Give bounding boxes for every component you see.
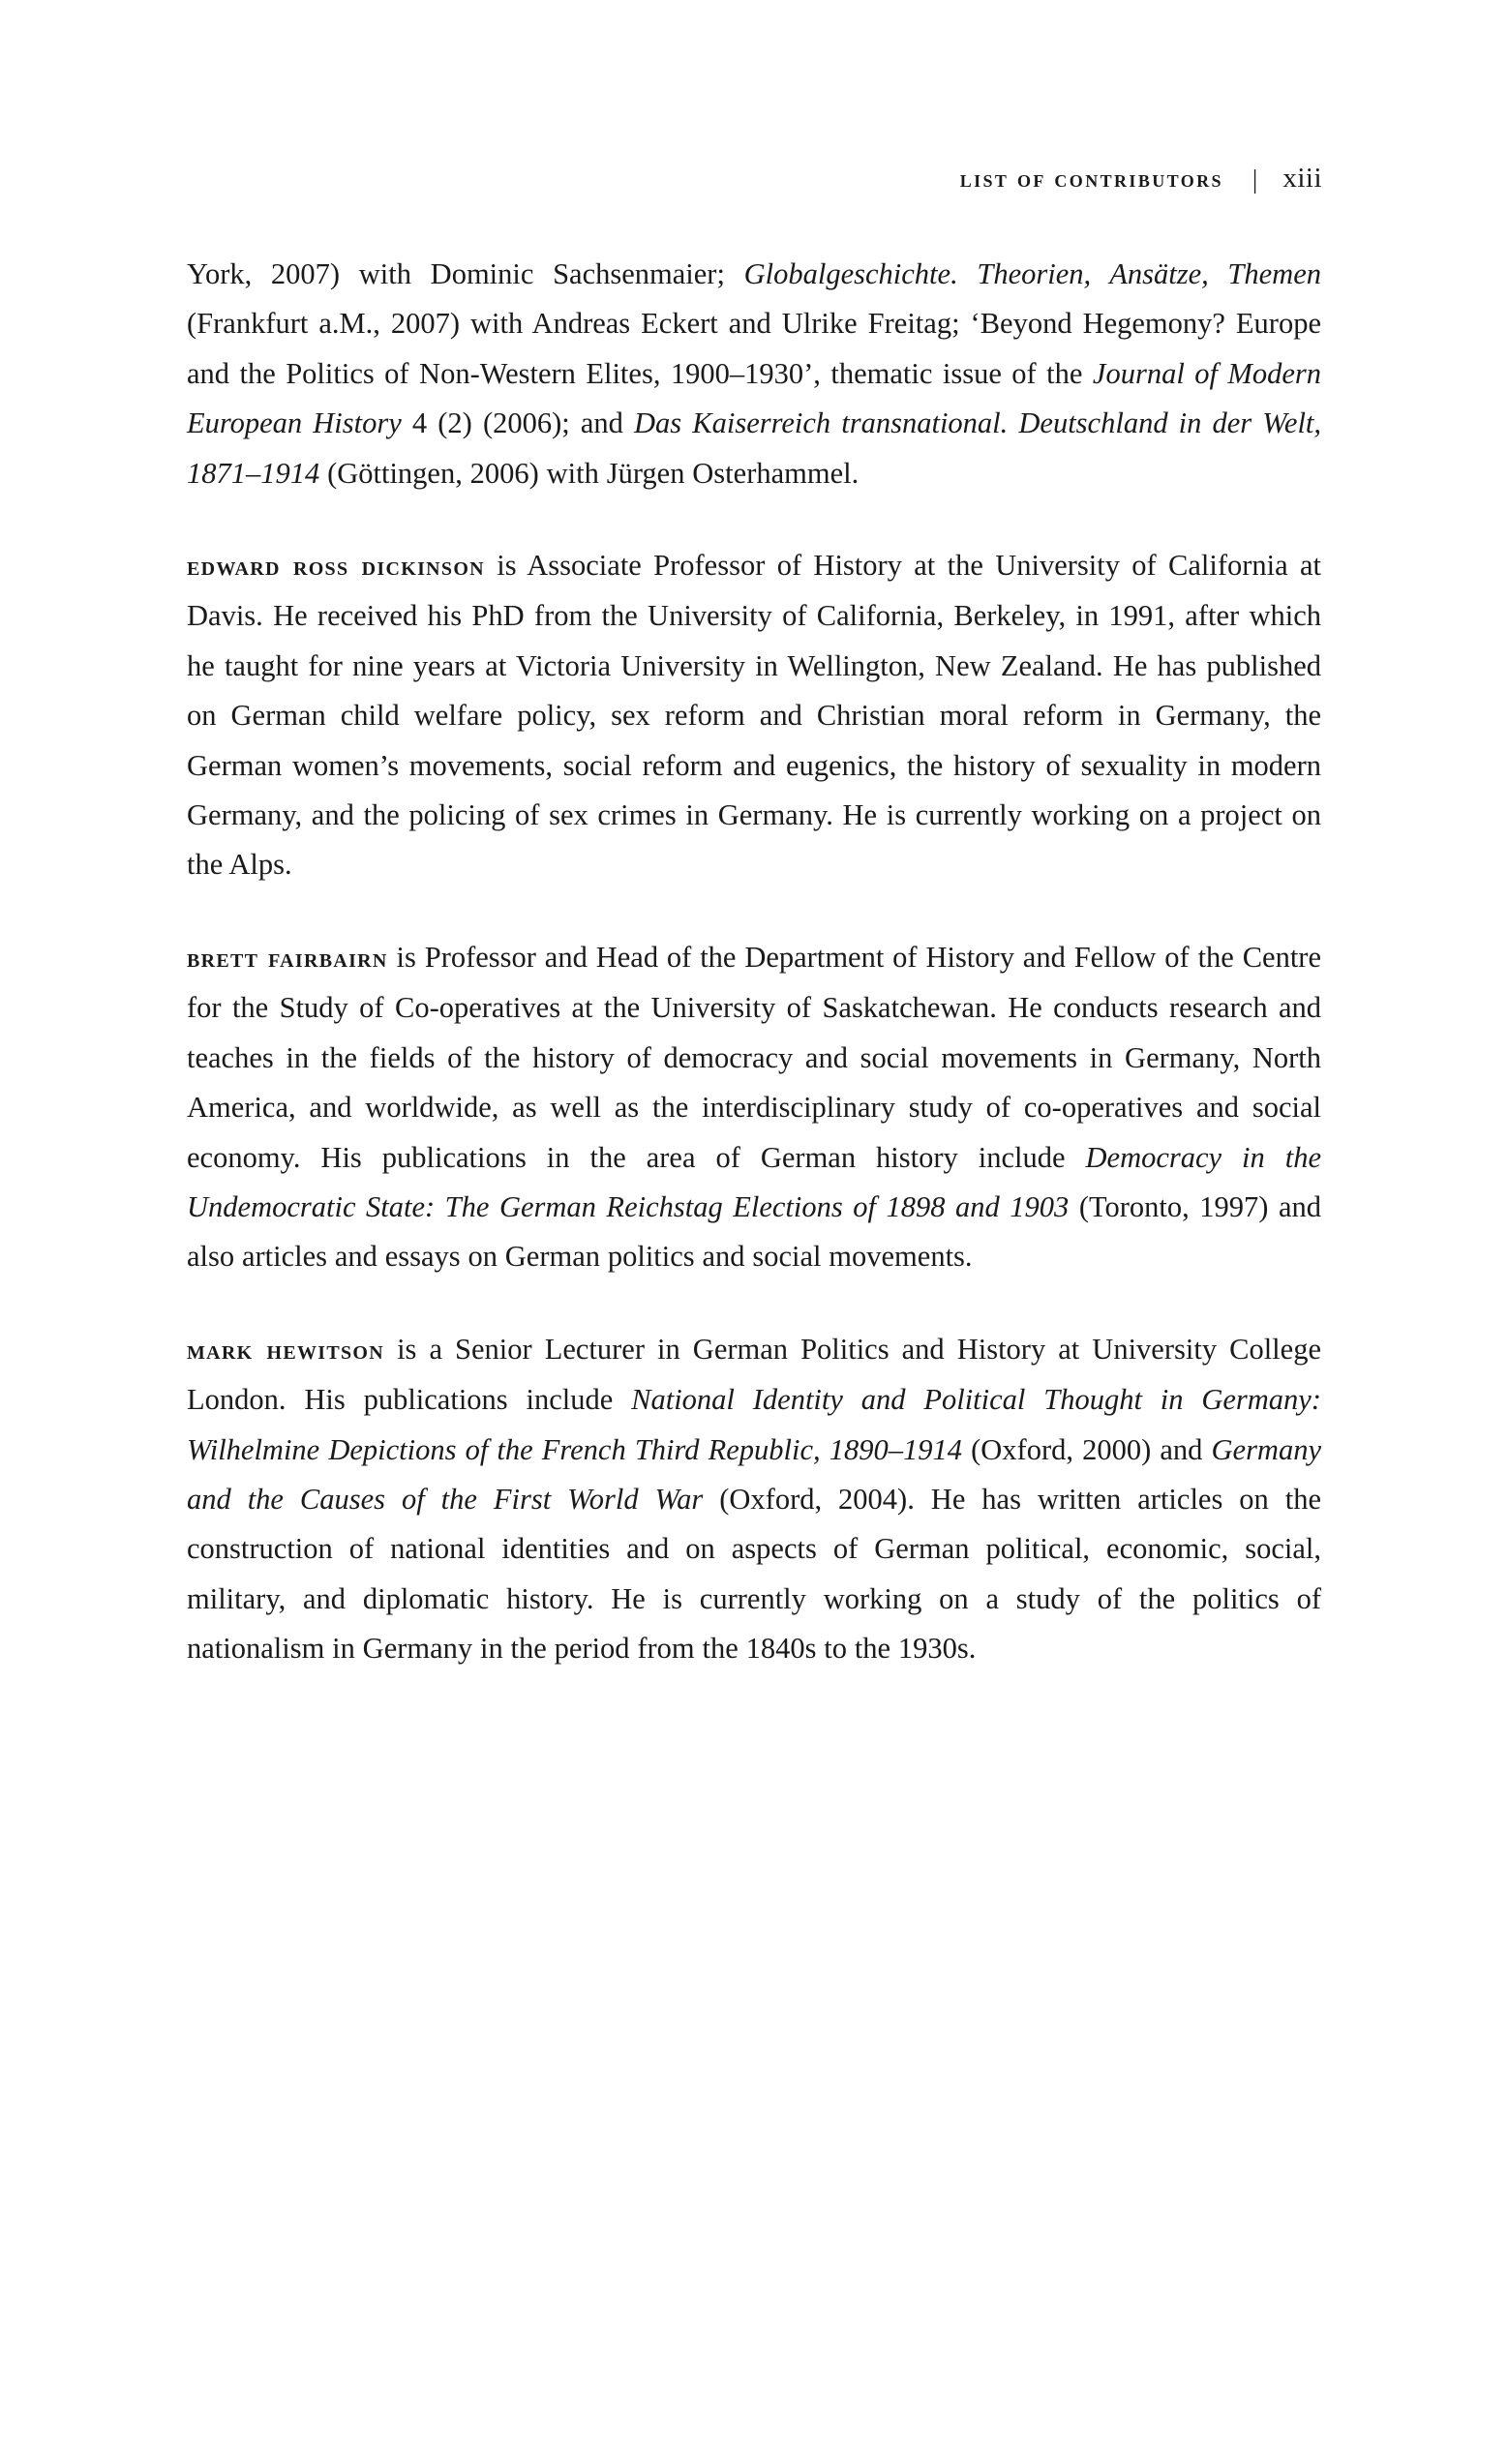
contributor-name: edward ross dickinson	[187, 551, 485, 583]
running-head-title: list of contributors	[959, 166, 1223, 193]
text-run: York, 2007) with Dominic Sachsenmaier;	[187, 257, 744, 290]
text-run-italic: Das Kaiserreich transnational. Deutschland in der Welt, 1871–1914	[187, 406, 1322, 490]
text-run: (Toronto, 1997) and also articles and essays on German politics and social movements.	[187, 1189, 1321, 1274]
paragraph-fairbairn	[187, 933, 1321, 1282]
running-head	[960, 163, 1322, 195]
contributor-name: brett fairbairn	[187, 942, 388, 974]
text-run: is a Senior Lecturer in German Politics and History at University College London. His publications include	[187, 1332, 1321, 1417]
text-run-italic: Democracy in the Undemocratic State: The German Reichstag Elections of 1898 and 1903	[187, 1140, 1321, 1223]
running-head-separator: |	[1252, 165, 1258, 194]
contributor-name: mark hewitson	[187, 1334, 385, 1366]
paragraph-hewitson	[187, 1325, 1321, 1674]
text-run: (Göttingen, 2006) with Jürgen Osterhammel.	[319, 456, 860, 490]
text-run: (Frankfurt a.M., 2007) with Andreas Eckert and Ulrike Freitag; ‘Beyond Hegemony? Europe and the Politics of Non-Western Elites, 1900–1930’, thematic issue of the	[187, 307, 1321, 390]
paragraph-dickinson	[187, 541, 1321, 890]
text-run: (Oxford, 2004). He has written articles on the construction of national identities and on aspects of German political, economic, social, military, and diplomatic history. He is currently working on a study of the politics of nationalism in Germany in the period from the 1840s to the 1930s.	[187, 1482, 1321, 1666]
text-run: is Professor and Head of the Department of History and Fellow of the Centre for the Study of Co-operatives at the University of Saskatchewan. He conducts research and teaches in the fields of the history of democracy and social movements in Germany, North America, and worldwide, as well as the interdisciplinary study of co-operatives and social economy. His publications in the area of German history include	[187, 940, 1321, 1174]
text-run-italic: Journal of Modern European History	[187, 356, 1321, 440]
text-run-italic: National Identity and Political Thought in Germany: Wilhelmine Depictions of the French Third Republic, 1890–1914	[187, 1383, 1321, 1466]
text-run-italic: Germany and the Causes of the First World War	[187, 1432, 1321, 1516]
paragraph-conrad-continued	[187, 250, 1321, 498]
text-run-italic: Globalgeschichte. Theorien, Ansätze, Themen	[743, 257, 1321, 290]
text-run: (Oxford, 2000) and	[962, 1432, 1212, 1466]
body-text-block	[187, 250, 1321, 1674]
text-run: is Associate Professor of History at the University of California at Davis. He received his PhD from the University of California, Berkeley, in 1991, after which he taught for nine years at Victoria University in Wellington, New Zealand. He has published on German child welfare policy, sex reform and Christian moral reform in Germany, the German women’s movements, social reform and eugenics, the history of sexuality in modern Germany, and the policing of sex crimes in Germany. He is currently working on a project on the Alps.	[187, 549, 1322, 882]
text-run: 4 (2) (2006); and	[401, 406, 635, 440]
page-number: xiii	[1282, 163, 1322, 194]
